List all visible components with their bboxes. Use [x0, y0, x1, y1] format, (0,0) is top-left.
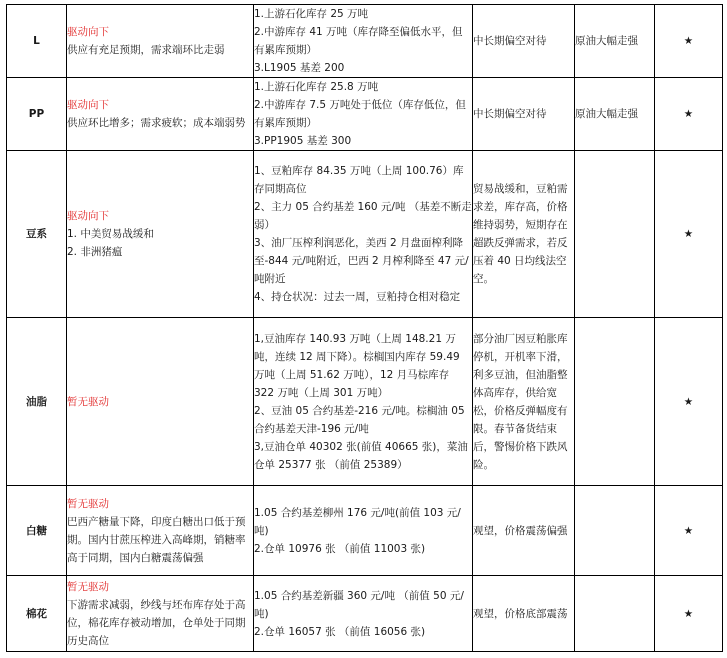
data-line: 2、主力 05 合约基差 160 元/吨 （基差不断走弱）	[254, 201, 472, 231]
view-cell: 观望，价格震荡偏强	[473, 486, 575, 576]
rating-star-icon: ★	[655, 78, 723, 151]
note-cell: 原油大幅走强	[575, 5, 655, 78]
table-row	[7, 486, 723, 576]
driver-line: 巴西产糖量下降，印度白糖出口低于预期。国内甘蔗压榨进入高峰期，销糖率高于同期，国内白糖震荡偏强	[67, 515, 246, 564]
table-row	[7, 576, 723, 652]
driver-cell	[67, 318, 254, 486]
driver-title: 驱动向下	[67, 26, 109, 38]
data-line: 2.中游库存 7.5 万吨处于低位（库存低位，但有累库预期）	[254, 99, 466, 129]
driver-cell	[67, 151, 254, 318]
view-cell: 中长期偏空对待	[473, 78, 575, 151]
data-line: 2.中游库存 41 万吨（库存降至偏低水平，但有累库预期）	[254, 26, 463, 56]
driver-title: 暂无驱动	[67, 580, 109, 593]
driver-cell	[67, 78, 254, 151]
driver-cell	[67, 576, 254, 652]
table-row	[7, 78, 723, 151]
table-row	[7, 5, 723, 78]
note-cell	[575, 576, 655, 652]
table-body	[7, 5, 723, 652]
driver-cell	[67, 5, 254, 78]
data-cell	[254, 486, 473, 576]
driver-line: 下游需求减弱，纱线与坯布库存处于高位，棉花库存被动增加，仓单处于同期历史高位	[67, 598, 246, 647]
rating-star-icon: ★	[655, 5, 723, 78]
commodity-name: 棉花	[7, 576, 67, 652]
view-cell: 贸易战缓和，豆粕需求差，库存高，价格维持弱势，短期存在超跌反弹需求，若反压着 40 日均线法空空。	[473, 151, 575, 318]
commodity-name: 白糖	[7, 486, 67, 576]
data-line: 1.05 合约基差柳州 176 元/吨(前值 103 元/吨)	[254, 506, 461, 537]
driver-line: 供应环比增多；需求疲软；成本端弱势	[67, 117, 246, 129]
driver-title: 暂无驱动	[67, 497, 109, 510]
data-line: 1、豆粕库存 84.35 万吨（上周 100.76）库存同期高位	[254, 165, 464, 195]
data-line: 1.05 合约基差新疆 360 元/吨 （前值 50 元/吨)	[254, 589, 464, 620]
driver-title: 驱动向下	[67, 210, 109, 222]
commodity-name: 油脂	[7, 318, 67, 486]
data-cell	[254, 151, 473, 318]
driver-line: 供应有充足预期，需求端环比走弱	[67, 44, 225, 56]
note-cell	[575, 151, 655, 318]
commodity-name: L	[7, 5, 67, 78]
data-line: 2.仓单 10976 张 （前值 11003 张)	[254, 542, 426, 555]
table-row	[7, 151, 723, 318]
data-cell	[254, 576, 473, 652]
data-line: 3、油厂压榨利润恶化，美西 2 月盘面榨利降至-844 元/吨附近，巴西 2 月榨利降至 47 元/吨附近	[254, 237, 469, 285]
commodity-name: PP	[7, 78, 67, 151]
driver-cell	[67, 486, 254, 576]
commodity-table	[6, 4, 723, 652]
data-cell	[254, 78, 473, 151]
table-row	[7, 318, 723, 486]
data-line: 3.L1905 基差 200	[254, 62, 345, 74]
data-cell	[254, 5, 473, 78]
rating-star-icon: ★	[655, 151, 723, 318]
driver-title: 驱动向下	[67, 99, 109, 111]
rating-star-icon: ★	[655, 318, 723, 486]
rating-star-icon: ★	[655, 576, 723, 652]
data-line: 2.仓单 16057 张 （前值 16056 张)	[254, 625, 426, 638]
data-line: 3,豆油仓单 40302 张(前值 40665 张)，菜油仓单 25377 张 （前值 25389）	[254, 440, 468, 471]
data-line: 3.PP1905 基差 300	[254, 135, 352, 147]
note-cell: 原油大幅走强	[575, 78, 655, 151]
data-line: 4、持仓状况：过去一周，豆粕持仓相对稳定	[254, 291, 461, 303]
data-line: 1.上游石化库存 25.8 万吨	[254, 81, 379, 93]
driver-line: 1. 中美贸易战缓和	[67, 228, 154, 240]
view-cell: 部分油厂因豆粕胀库停机，开机率下滑，利多豆油，但油脂整体高库存，供给宽松，价格反弹幅度有限。春节备货结束后，警惕价格下跌风险。	[473, 318, 575, 486]
data-line: 1.上游石化库存 25 万吨	[254, 8, 369, 20]
rating-star-icon: ★	[655, 486, 723, 576]
data-cell	[254, 318, 473, 486]
data-line: 2、豆油 05 合约基差-216 元/吨。棕榈油 05 合约基差天津-196 元/吨	[254, 404, 465, 435]
note-cell	[575, 318, 655, 486]
view-cell: 观望，价格底部震荡	[473, 576, 575, 652]
driver-line: 2. 非洲猪瘟	[67, 246, 123, 258]
view-cell: 中长期偏空对待	[473, 5, 575, 78]
note-cell	[575, 486, 655, 576]
commodity-name: 豆系	[7, 151, 67, 318]
data-line: 1,豆油库存 140.93 万吨（上周 148.21 万吨，连续 12 周下降）。棕榈国内库存 59.49 万吨（上周 51.62 万吨），12 月马棕库存 322 万吨（上周 301 万吨）	[254, 332, 460, 399]
driver-title: 暂无驱动	[67, 395, 109, 408]
